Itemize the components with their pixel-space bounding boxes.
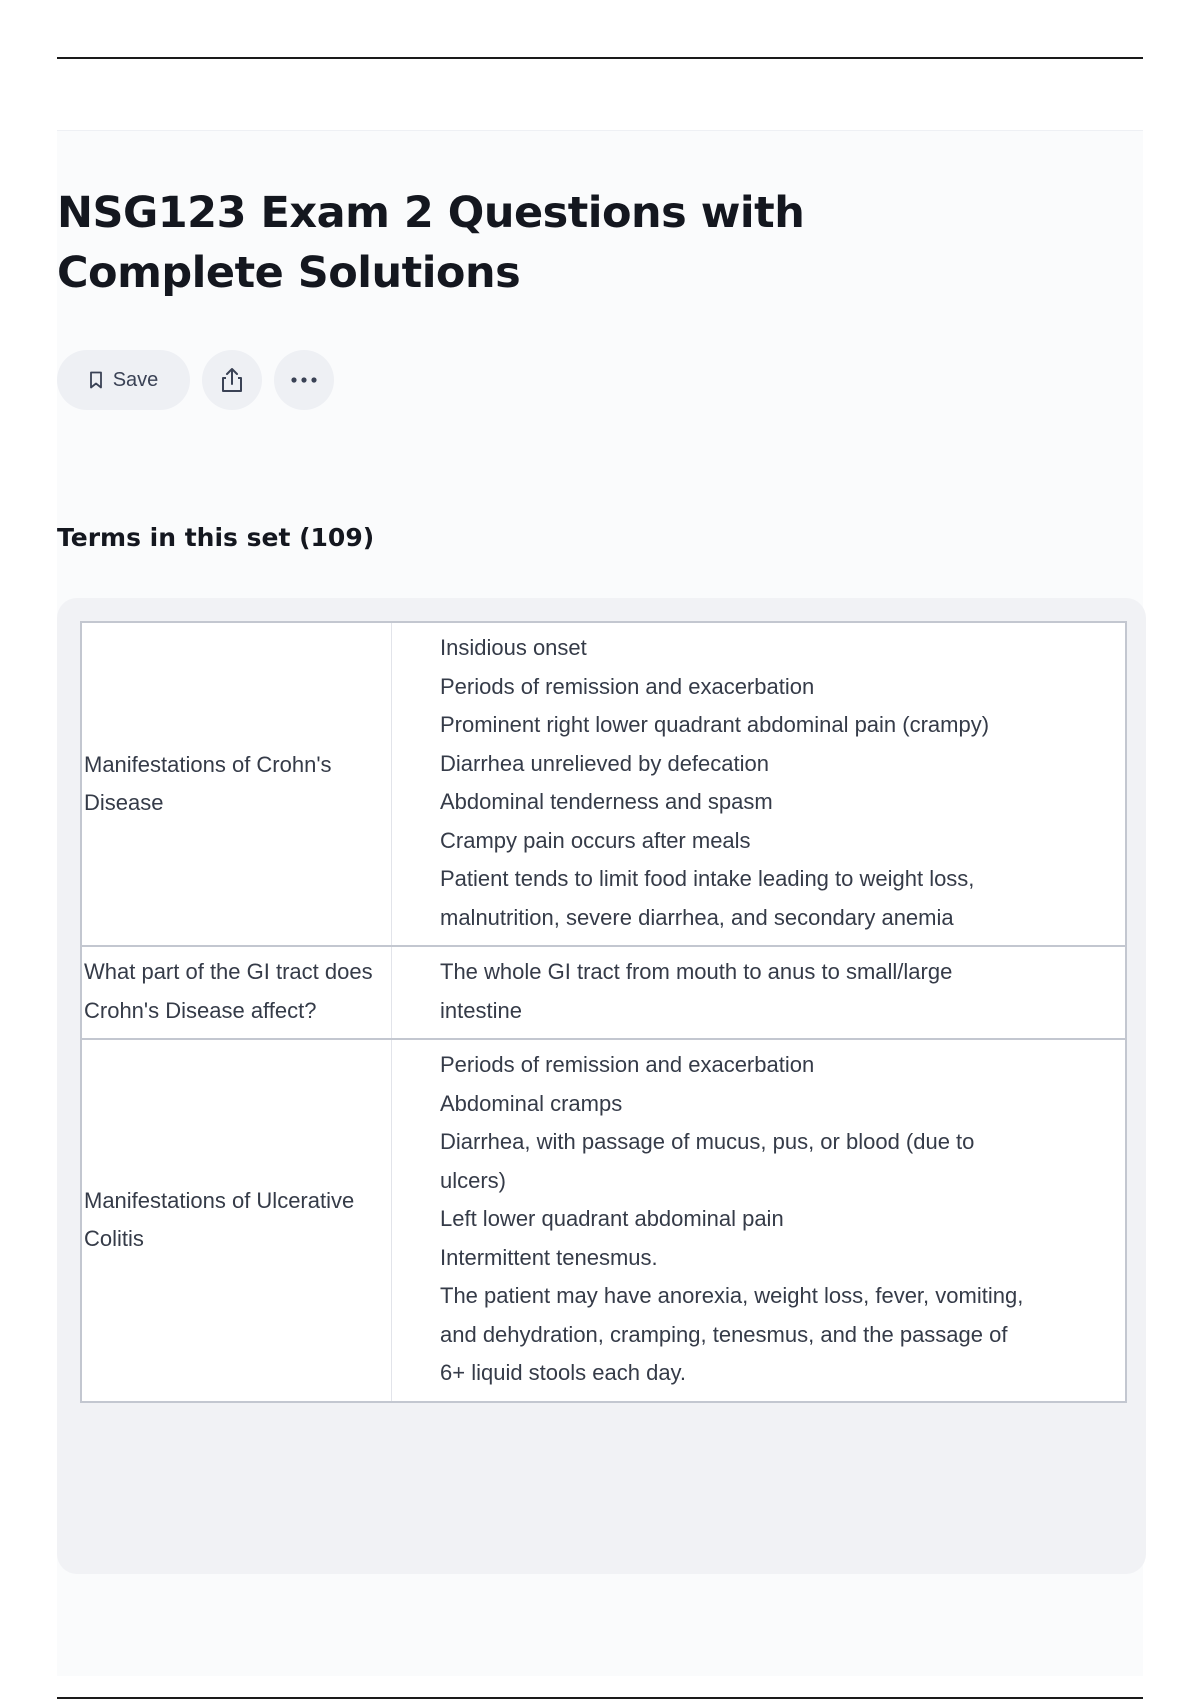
top-divider xyxy=(57,57,1143,59)
save-label: Save xyxy=(112,368,159,391)
action-bar xyxy=(57,350,334,410)
definition-line: Periods of remission and exacerbation xyxy=(440,673,815,699)
page-title: NSG123 Exam 2 Questions with Complete Solutions xyxy=(57,188,805,298)
share-icon xyxy=(219,366,245,394)
definition-line: The whole GI tract from mouth to anus to small/large intestine xyxy=(440,959,953,1023)
definition-line: Abdominal tenderness and spasm xyxy=(440,789,773,814)
terms-heading: Terms in this set (109) xyxy=(57,523,375,552)
term-cell: What part of the GI tract does Crohn's Disease affect? xyxy=(82,947,392,1038)
terms-table xyxy=(80,621,1127,1403)
definition-line: Insidious onset xyxy=(440,635,587,660)
definition-line: Patient tends to limit food intake leading to weight loss, malnutrition, severe diarrhea, and secondary anemia xyxy=(440,866,975,930)
definition-cell xyxy=(392,623,1125,945)
term-row xyxy=(82,1038,1125,1401)
share-button[interactable] xyxy=(202,350,262,410)
definition-line: Diarrhea unrelieved by defecation xyxy=(440,750,769,776)
definition-line: Intermittent tenesmus. xyxy=(440,1244,658,1270)
definition-line: Left lower quadrant abdominal pain xyxy=(440,1206,784,1231)
definition-line: Crampy pain occurs after meals xyxy=(440,827,751,853)
definition-line: Diarrhea, with passage of mucus, pus, or blood (due to ulcers) xyxy=(440,1129,975,1193)
more-options-button[interactable] xyxy=(274,350,334,410)
definition-line: Abdominal cramps xyxy=(440,1090,623,1116)
term-row xyxy=(82,623,1125,945)
definition-line: Periods of remission and exacerbation xyxy=(440,1052,815,1077)
definition-line: The patient may have anorexia, weight loss, fever, vomiting, and dehydration, cramping, tenesmus, and the passage of 6+ liquid stools each day. xyxy=(440,1283,1024,1385)
definition-cell xyxy=(392,1040,1125,1401)
definition-line: Prominent right lower quadrant abdominal pain (crampy) xyxy=(440,712,990,737)
more-icon xyxy=(290,376,318,384)
bookmark-icon xyxy=(89,371,103,389)
term-cell: Manifestations of Crohn's Disease xyxy=(82,623,392,945)
bottom-divider xyxy=(57,1697,1143,1699)
term-cell: Manifestations of Ulcerative Colitis xyxy=(82,1040,392,1401)
save-button[interactable] xyxy=(57,350,190,410)
term-row xyxy=(82,945,1125,1038)
definition-cell xyxy=(392,947,1125,1038)
